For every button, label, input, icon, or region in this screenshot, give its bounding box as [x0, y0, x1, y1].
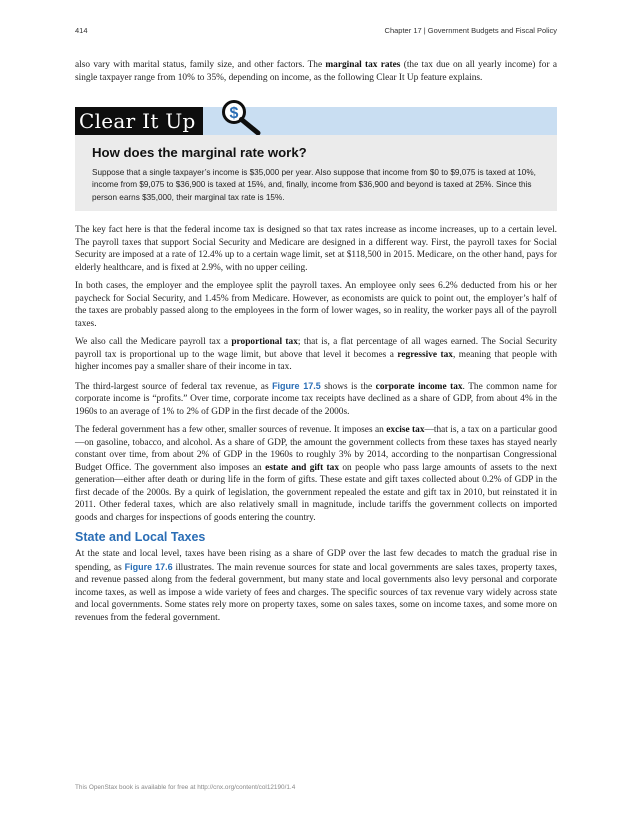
paragraph-key-fact: The key fact here is that the federal income tax is designed so that tax rates increase as income increases, up to a certain level. The payroll taxes that support Social Security and Medicare are designed in a different way. First, the payroll taxes for Social Security are imposed at a rate of 12.4% up to a certain wage limit, set at $118,500 in 2015. Medicare, on the other hand, pays for elderly healthcare, and is fixed at 2.9%, with no upper ceiling.	[75, 225, 557, 273]
text-run: also vary with marital status, family size, and other factors. The	[75, 60, 326, 70]
paragraph-corporate-tax	[75, 380, 557, 419]
callout-title: How does the marginal rate work?	[92, 145, 307, 160]
text-run: illustrates. The main revenue sources for state and local governments are sales taxes, property taxes, and revenue passed along from the federal government, but many state and local governments also levy personal and corporate income taxes, as well as impose a wide variety of fees and charges. The specific sources of tax revenue vary widely across state and local governments. Some states rely more on property taxes, some on sales taxes, some on income taxes, and some more on revenues from the federal government.	[75, 562, 557, 623]
paragraph-proportional-tax	[75, 336, 557, 374]
text-run: . The common name for corporate income is “profits.” Over time, corporate income tax receipts have declined as a share of GDP, from about 4% in the 1960s to an average of 1% to 2% of GDP in the first decade of the 2000s.	[75, 381, 557, 417]
clear-it-up-logo: Clear It Up	[75, 107, 203, 135]
callout-body	[75, 135, 557, 211]
callout-text: Suppose that a single taxpayer’s income is $35,000 per year. Also suppose that income from $0 to $9,075 is taxed at 10%, income from $9,075 to $36,900 is taxed at 15%, and, finally, income from $36,900 and beyond is taxed at 25%. Since this person earns $35,000, their marginal tax rate is 15%.	[92, 168, 536, 202]
section-heading-state-local-taxes: State and Local Taxes	[75, 530, 206, 544]
page-footer: This OpenStax book is available for free at http://cnx.org/content/col12190/1.4	[75, 784, 296, 791]
text-run: (the tax due on all yearly income) for a single taxpayer range from 10% to 35%, depending on income, as the following Clear It Up feature explains.	[75, 60, 557, 83]
page-number: 414	[75, 26, 88, 35]
text-run: The federal government has a few other, smaller sources of revenue. It imposes an	[75, 425, 387, 435]
figure-17-6-link[interactable]: Figure 17.6	[124, 561, 173, 572]
term-marginal-tax-rates: marginal tax rates	[325, 60, 401, 70]
term-estate-and-gift-tax: estate and gift tax	[265, 462, 340, 473]
figure-17-5-link[interactable]: Figure 17.5	[272, 380, 321, 391]
text-run: on people who pass large amounts of assets to the next generation—either after death or during life in the form of gifts. These estate and gift taxes collected about 0.2% of GDP in the first decade of the 2000s. By a quirk of legislation, the government repealed the estate and gift tax in 2010, but reinstated it in 2011. Other federal taxes, which are also relatively small in magnitude, include tariffs the government collects on imported goods and charges for inspections of goods entering the country.	[75, 462, 557, 523]
paragraph-state-local	[75, 548, 557, 624]
term-regressive-tax: regressive tax	[397, 349, 453, 360]
text-run: shows is the	[320, 381, 376, 392]
text-run: We also call the Medicare payroll tax a	[75, 337, 232, 347]
term-excise-tax: excise tax	[386, 425, 425, 435]
dollar-sign-glyph: $	[229, 105, 239, 122]
magnifier-dollar-icon	[213, 95, 265, 137]
text-run: At the state and local level, taxes have been rising as a share of GDP over the last few decades to match the gradual rise in spending, as	[75, 549, 557, 573]
term-proportional-tax: proportional tax	[231, 337, 298, 347]
text-run: , meaning that people with higher incomes pay a smaller share of their income in tax.	[75, 349, 557, 372]
paragraph-marginal-tax-intro	[75, 59, 557, 84]
paragraph-payroll-split: In both cases, the employer and the employee split the payroll taxes. An employee only sees 6.2% deducted from his or her paycheck for Social Security, and 1.45% from Medicare. However, as economists are quick to point out, the employer’s half of the taxes are probably passed along to the employees in the form of lower wages, so in reality, the worker pays all of the payroll taxes.	[75, 281, 557, 329]
text-run: The third-largest source of federal tax revenue, as	[75, 381, 273, 392]
text-run: —that is, a tax on a particular good—on gasoline, tobacco, and alcohol. As a share of GDP, the amount the government collects from these taxes has stayed nearly constant over time, from about 2% of GDP in the 1960s to roughly 3% by 2014, according to the nonpartisan Congressional Budget Office. The government also imposes an	[75, 425, 557, 473]
clear-it-up-callout	[75, 107, 557, 211]
page-content	[75, 59, 557, 630]
text-run: ; that is, a flat percentage of all wages earned. The Social Security payroll tax is proportional up to the wage limit, but above that level it becomes a	[75, 337, 557, 360]
term-corporate-income-tax: corporate income tax	[375, 381, 463, 392]
running-head: Chapter 17 | Government Budgets and Fiscal Policy	[384, 26, 557, 35]
paragraph-other-federal-taxes	[75, 424, 557, 524]
